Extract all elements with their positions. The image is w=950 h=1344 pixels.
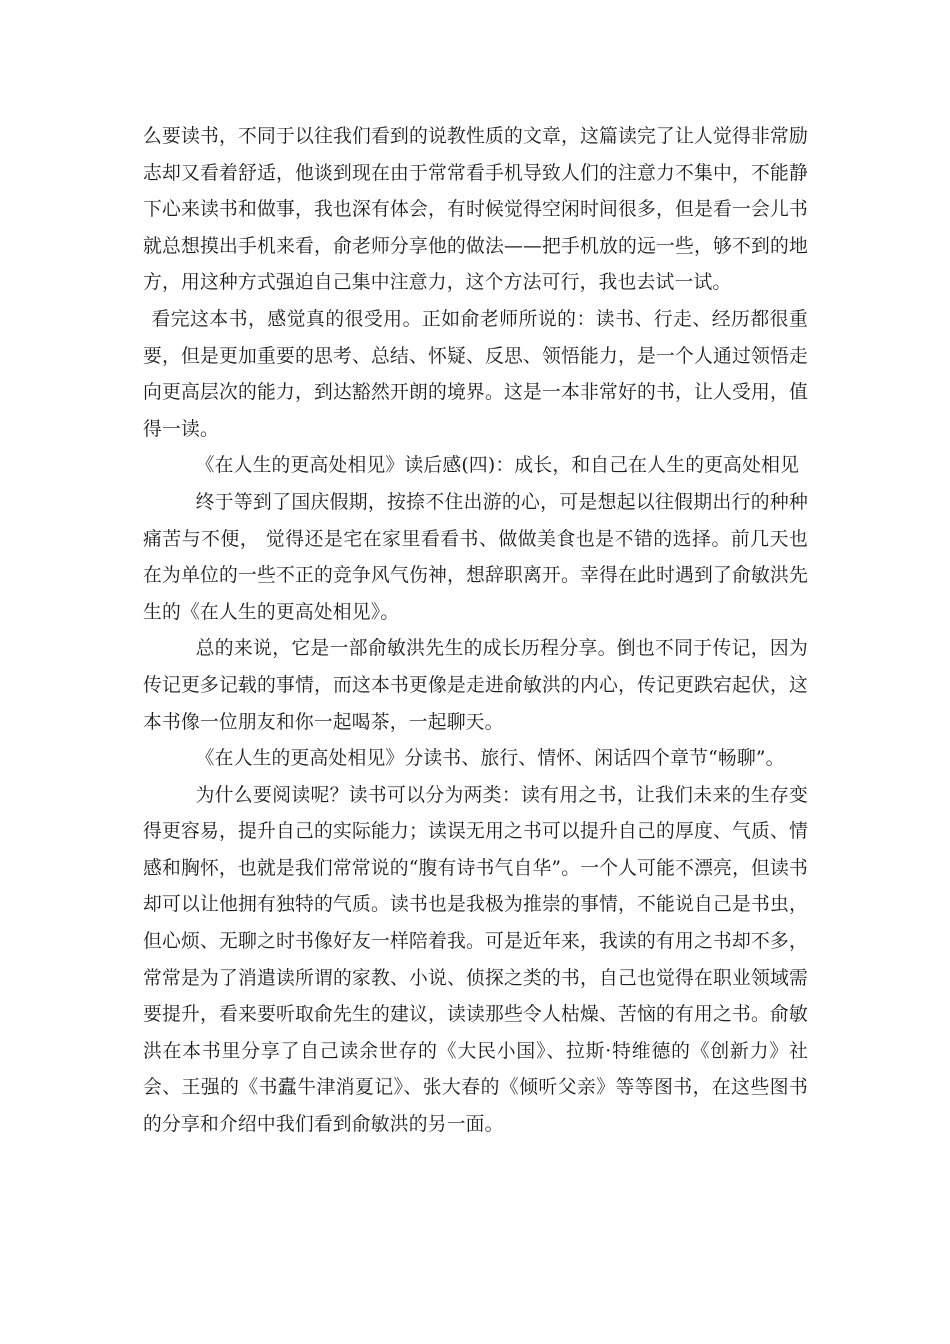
paragraph-6: 《在人生的更高处相见》分读书、旅行、情怀、闲话四个章节“畅聊”。 bbox=[195, 748, 785, 770]
paragraph-1: 么要读书，不同于以往我们看到的说教性质的文章，这篇读完了让人觉得非常励志却又看着舒适，他谈到现在由于常常看手机导致人们的注意力不集中，不能静下心来读书和做事，我也深有体会，有时候觉得空闲时间很多，但是看一会儿书就总想摸出手机来看，俞老师分享他的做法——把手机放的远一些，够不到的地方，用这种方式强迫自己集中注意力，这个方法可行，我也去试一试。 bbox=[143, 126, 808, 294]
section-heading: 《在人生的更高处相见》读后感(四)：成长，和自己在人生的更高处相见 bbox=[195, 455, 800, 477]
document-body bbox=[143, 119, 808, 1144]
paragraph-2: 看完这本书，感觉真的很受用。正如俞老师所说的：读书、行走、经历都很重要，但是更加重要的思考、总结、怀疑、反思、领悟能力，是一个人通过领悟走向更高层次的能力，到达豁然开朗的境界。这是一本非常好的书，让人受用，值得一读。 bbox=[143, 308, 808, 440]
paragraph-5: 总的来说，它是一部俞敏洪先生的成长历程分享。倒也不同于传记，因为传记更多记载的事情，而这本书更像是走进俞敏洪的内心，传记更跌宕起伏，这本书像一位朋友和你一起喝茶，一起聊天。 bbox=[143, 638, 808, 733]
paragraph-4: 终于等到了国庆假期，按捺不住出游的心，可是想起以往假期出行的种种痛苦与不便， 觉得还是宅在家里看看书、做做美食也是不错的选择。前几天也在为单位的一些不正的竞争风气伤神，想辞职离开。幸得在此时遇到了俞敏洪先生的《在人生的更高处相见》。 bbox=[143, 491, 808, 623]
paragraph-7: 为什么要阅读呢？读书可以分为两类：读有用之书，让我们未来的生存变得更容易，提升自己的实际能力；读误无用之书可以提升自己的厚度、气质、情感和胸怀，也就是我们常常说的“腹有诗书气自华”。一个人可能不漂亮，但读书却可以让他拥有独特的气质。读书也是我极为推崇的事情，不能说自己是书虫，但心烦、无聊之时书像好友一样陪着我。可是近年来，我读的有用之书却不多，常常是为了消遣读所谓的家教、小说、侦探之类的书，自己也觉得在职业领域需要提升，看来要听取俞先生的建议，读读那些令人枯燥、苦恼的有用之书。俞敏洪在本书里分享了自己读余世存的《大民小国》、拉斯·特维德的《创新力》社会、王强的《书蠹牛津消夏记》、张大春的《倾听父亲》等等图书，在这些图书的分享和介绍中我们看到俞敏洪的另一面。 bbox=[143, 784, 808, 1136]
